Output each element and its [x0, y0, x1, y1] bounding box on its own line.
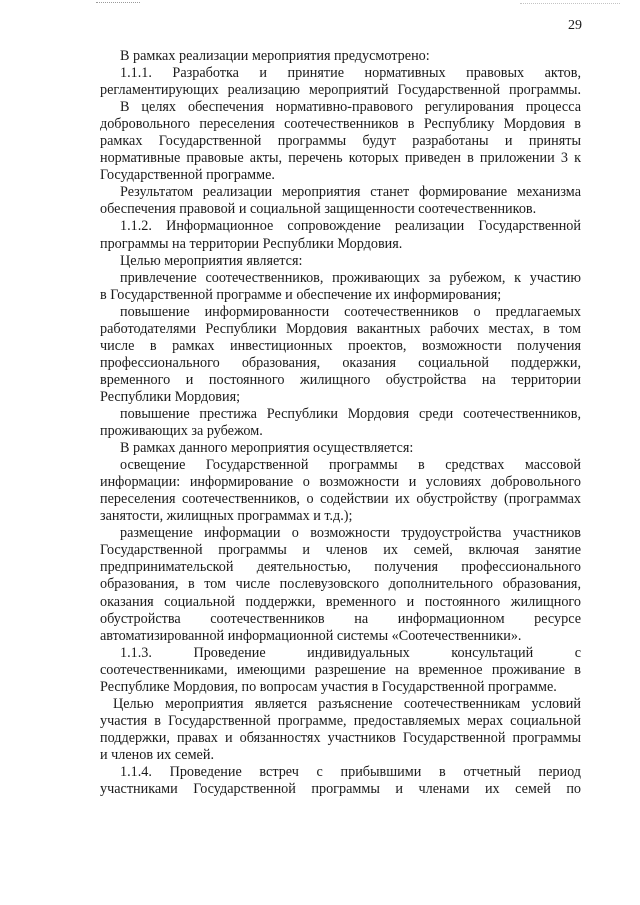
- text-line: участниками Государственной программы и членами их семей по: [100, 781, 581, 798]
- text-line: переселения соотечественников, о содействии их обустройству (программах: [100, 491, 581, 508]
- text-line: повышение информированности соотечественников о предлагаемых: [120, 303, 581, 320]
- text-line: 1.1.3. Проведение индивидуальных консультаций с: [120, 644, 581, 661]
- text-line: и членов их семей.: [100, 746, 214, 763]
- text-line: Государственной программы и членов их семей, включая занятие: [100, 542, 581, 559]
- text-line: 1.1.4. Проведение встреч с прибывшими в отчетный период: [120, 763, 581, 780]
- page-number: 29: [568, 18, 582, 33]
- text-line: Целью мероприятия является:: [120, 252, 303, 269]
- text-line: программы на территории Республики Мордовия.: [100, 235, 403, 252]
- text-line: В рамках реализации мероприятия предусмотрено:: [120, 48, 430, 64]
- text-line: 1.1.1. Разработка и принятие нормативных правовых актов,: [120, 65, 581, 82]
- scan-artifact: [96, 2, 140, 7]
- text-line: работодателями Республики Мордовия вакантных рабочих местах, в том: [100, 320, 581, 337]
- text-line: освещение Государственной программы в средствах массовой: [120, 457, 581, 474]
- text-line: оказания социальной поддержки, временного и постоянного жилищного: [100, 593, 581, 610]
- text-line: занятости, жилищных программах и т.д.);: [100, 508, 353, 525]
- text-line: нормативные правовые акты, перечень которых приведен в приложении 3 к: [100, 150, 581, 167]
- text-line: Государственной программе.: [100, 167, 275, 184]
- text-line: размещение информации о возможности трудоустройства участников: [120, 525, 581, 542]
- document-body: [100, 48, 581, 798]
- text-line: поддержки, правах и обязанностях участников Государственной программы: [100, 729, 581, 746]
- text-line: В рамках данного мероприятия осуществляется:: [120, 440, 414, 457]
- text-line: Результатом реализации мероприятия станет формирование механизма: [120, 184, 581, 201]
- text-line: предпринимательской деятельностью, получения профессионального: [100, 559, 581, 576]
- text-line: участия в Государственной программе, предоставляемых мерах социальной: [100, 712, 581, 729]
- text-line: Целью мероприятия является разъяснение соотечественникам условий: [113, 695, 581, 712]
- text-line: привлечение соотечественников, проживающих за рубежом, к участию: [120, 269, 581, 286]
- text-line: соотечественниками, имеющими разрешение на временное проживание в: [100, 661, 581, 678]
- text-line: автоматизированной информационной системы «Соотечественники».: [100, 627, 522, 644]
- text-line: профессионального образования, оказания социальной поддержки,: [100, 354, 581, 371]
- text-line: Республике Мордовия, по вопросам участия в Государственной программе.: [100, 678, 557, 695]
- text-line: в Государственной программе и обеспечение их информирования;: [100, 286, 502, 303]
- text-line: временного и постоянного жилищного обустройства на территории: [100, 371, 581, 388]
- text-line: информации: информирование о возможности и условиях добровольного: [100, 474, 581, 491]
- text-line: образования, в том числе послевузовского дополнительного образования,: [100, 576, 581, 593]
- scan-artifact-corner: [520, 3, 620, 6]
- text-line: рамках Государственной программы будут разработаны и приняты: [100, 133, 581, 150]
- text-line: 1.1.2. Информационное сопровождение реализации Государственной: [120, 218, 581, 235]
- text-line: В целях обеспечения нормативно-правового регулирования процесса: [120, 99, 581, 116]
- text-line: повышение престижа Республики Мордовия среди соотечественников,: [120, 405, 581, 422]
- text-line: обеспечения правовой и социальной защищенности соотечественников.: [100, 201, 537, 218]
- text-line: числе в рамках инвестиционных проектов, возможности получения: [100, 337, 581, 354]
- text-line: регламентирующих реализацию мероприятий Государственной программы.: [100, 82, 581, 99]
- text-line: добровольного переселения соотечественников в Республику Мордовия в: [100, 116, 581, 133]
- text-line: проживающих за рубежом.: [100, 423, 263, 440]
- text-line: Республики Мордовия;: [100, 388, 241, 405]
- text-line: обустройства соотечественников на информационном ресурсе: [100, 610, 581, 627]
